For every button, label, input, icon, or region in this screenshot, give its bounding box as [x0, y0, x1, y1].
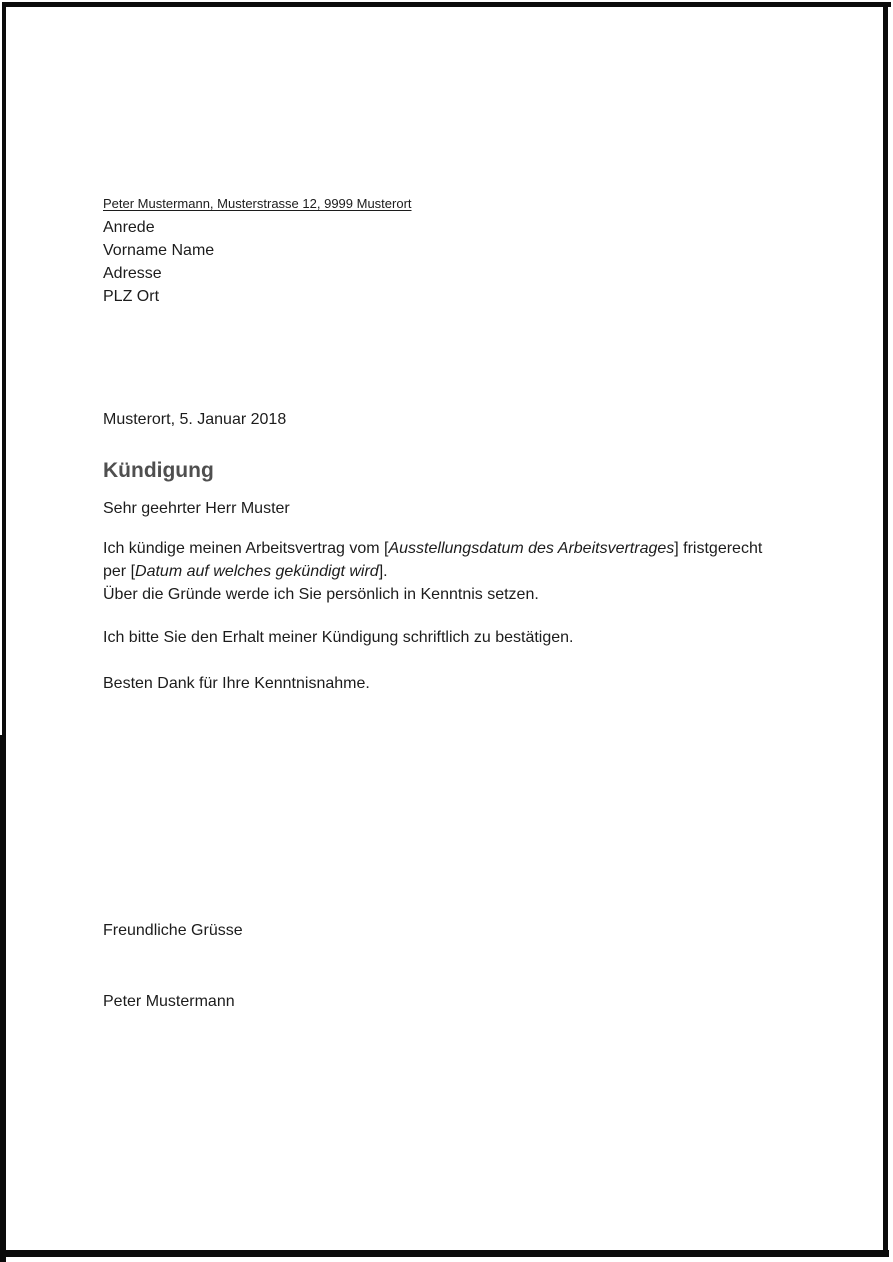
recipient-block: [103, 216, 214, 308]
page-border-bottom: [0, 1250, 889, 1257]
page-border-left-upper: [2, 2, 6, 740]
closing-line: Freundliche Grüsse: [103, 922, 243, 939]
recipient-address: Adresse: [103, 265, 162, 282]
recipient-name: Vorname Name: [103, 242, 215, 259]
paragraph-1-line-2-tail: ].: [378, 563, 388, 580]
date-line: Musterort, 5. Januar 2018: [103, 411, 287, 428]
page-border-right: [883, 2, 888, 1257]
body-paragraph-1: [103, 537, 762, 606]
paragraph-1-line-1-text: Ich kündige meinen Arbeitsvertrag vom [: [103, 540, 389, 557]
paragraph-1-line-2-text: per [: [103, 563, 136, 580]
recipient-city: PLZ Ort: [103, 288, 160, 305]
page-border-left-lower: [0, 735, 6, 1262]
subject-heading: Kündigung: [103, 459, 214, 482]
page-border-top: [2, 2, 891, 7]
placeholder-issue-date: Ausstellungsdatum des Arbeitsvertrages: [388, 540, 675, 557]
recipient-salutation: Anrede: [103, 219, 155, 236]
paragraph-1-line-3: Über die Gründe werde ich Sie persönlich in Kenntnis setzen.: [103, 586, 539, 603]
signature-name: Peter Mustermann: [103, 993, 235, 1010]
sender-line: Peter Mustermann, Musterstrasse 12, 9999 Musterort: [103, 196, 412, 211]
paragraph-1-line-2: [103, 560, 762, 583]
body-paragraph-3: Besten Dank für Ihre Kenntnisnahme.: [103, 675, 370, 692]
paragraph-1-line-1: [103, 537, 762, 560]
paragraph-1-line-1-tail: ] fristgerecht: [674, 540, 763, 557]
greeting-line: Sehr geehrter Herr Muster: [103, 500, 290, 517]
placeholder-termination-date: Datum auf welches gekündigt wird: [135, 563, 379, 580]
body-paragraph-2: Ich bitte Sie den Erhalt meiner Kündigung schriftlich zu bestätigen.: [103, 629, 574, 646]
